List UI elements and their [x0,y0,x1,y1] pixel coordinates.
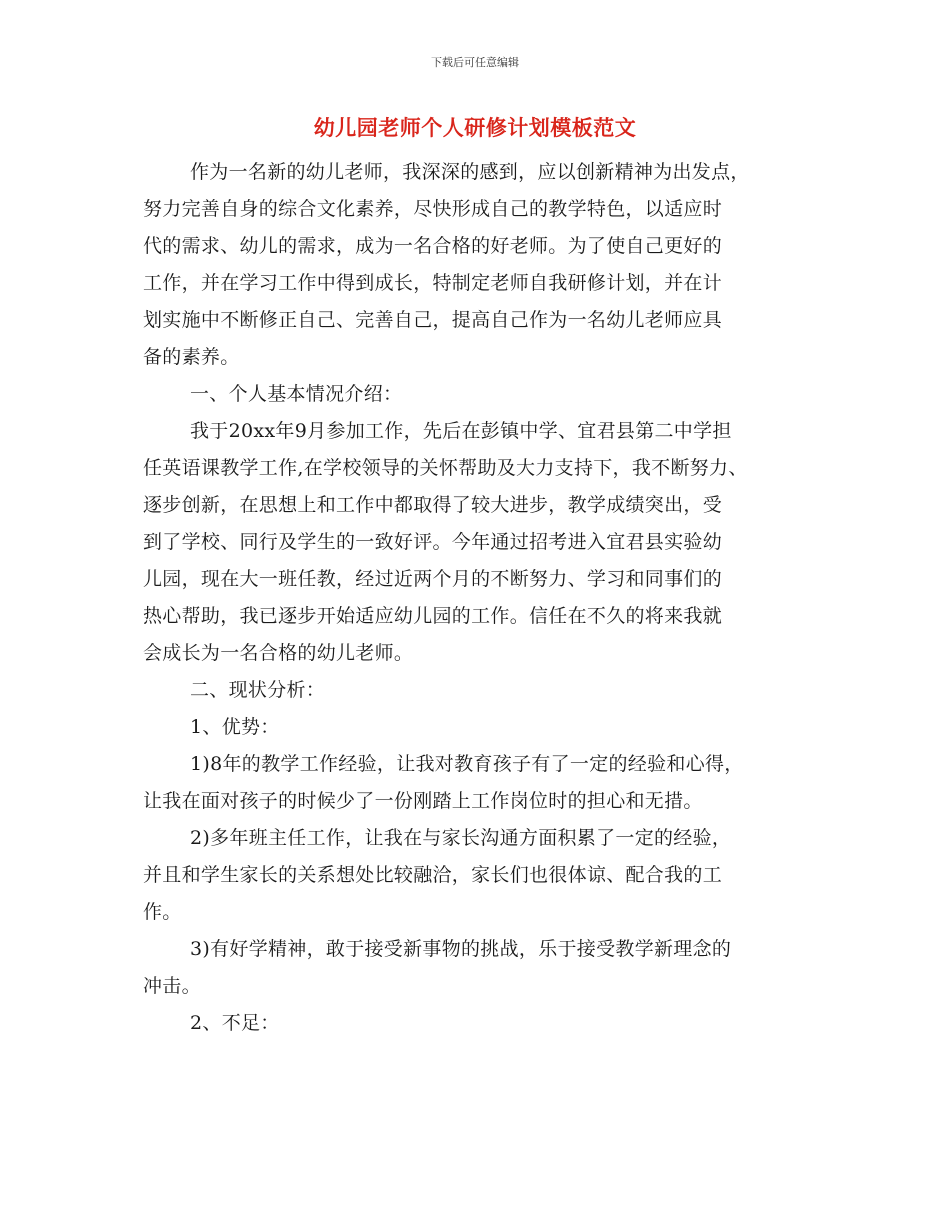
header-note: 下载后可任意编辑 [431,56,519,69]
body-line: 儿园，现在大一班任教，经过近两个月的不断努力、学习和同事们的 [143,568,723,590]
body-line: 让我在面对孩子的时候少了一份刚踏上工作岗位时的担心和无措。 [143,790,703,812]
body-line: 会成长为一名合格的幼儿老师。 [143,642,414,664]
body-line: 划实施中不断修正自己、完善自己，提高自己作为一名幼儿老师应具 [143,309,723,331]
section-heading: 一、个人基本情况介绍： [190,383,403,405]
subsection-heading: 2、不足： [190,1012,280,1034]
body-line: 任英语课教学工作,在学校领导的关怀帮助及大力支持下，我不断努力、 [143,457,748,479]
list-item: 2)多年班主任工作，让我在与家长沟通方面积累了一定的经验， [190,827,732,849]
body-line: 作为一名新的幼儿老师，我深深的感到，应以创新精神为出发点， [190,161,750,183]
body-line: 热心帮助，我已逐步开始适应幼儿园的工作。信任在不久的将来我就 [143,605,723,627]
body-line: 工作，并在学习工作中得到成长，特制定老师自我研修计划，并在计 [143,272,723,294]
body-line: 备的素养。 [143,346,240,368]
list-item: 1)8年的教学工作经验，让我对教育孩子有了一定的经验和心得， [190,753,744,775]
document-body [143,154,843,1042]
body-line: 努力完善自身的综合文化素养，尽快形成自己的教学特色，以适应时 [143,198,723,220]
body-line: 冲击。 [143,975,201,997]
section-heading: 二、现状分析： [190,679,326,701]
list-item: 3)有好学精神，敢于接受新事物的挑战，乐于接受教学新理念的 [190,938,732,960]
body-line: 到了学校、同行及学生的一致好评。今年通过招考进入宜君县实验幼 [143,531,723,553]
body-line: 逐步创新，在思想上和工作中都取得了较大进步，教学成绩突出，受 [143,494,723,516]
document-title: 幼儿园老师个人研修计划模板范文 [313,116,637,140]
body-line: 作。 [143,901,182,923]
body-line: 代的需求、幼儿的需求，成为一名合格的好老师。为了使自己更好的 [143,235,723,257]
body-line: 我于20xx年9月参加工作，先后在彭镇中学、宜君县第二中学担 [190,420,732,442]
body-line: 并且和学生家长的关系想处比较融洽，家长们也很体谅、配合我的工 [143,864,723,886]
subsection-heading: 1、优势： [190,716,280,738]
